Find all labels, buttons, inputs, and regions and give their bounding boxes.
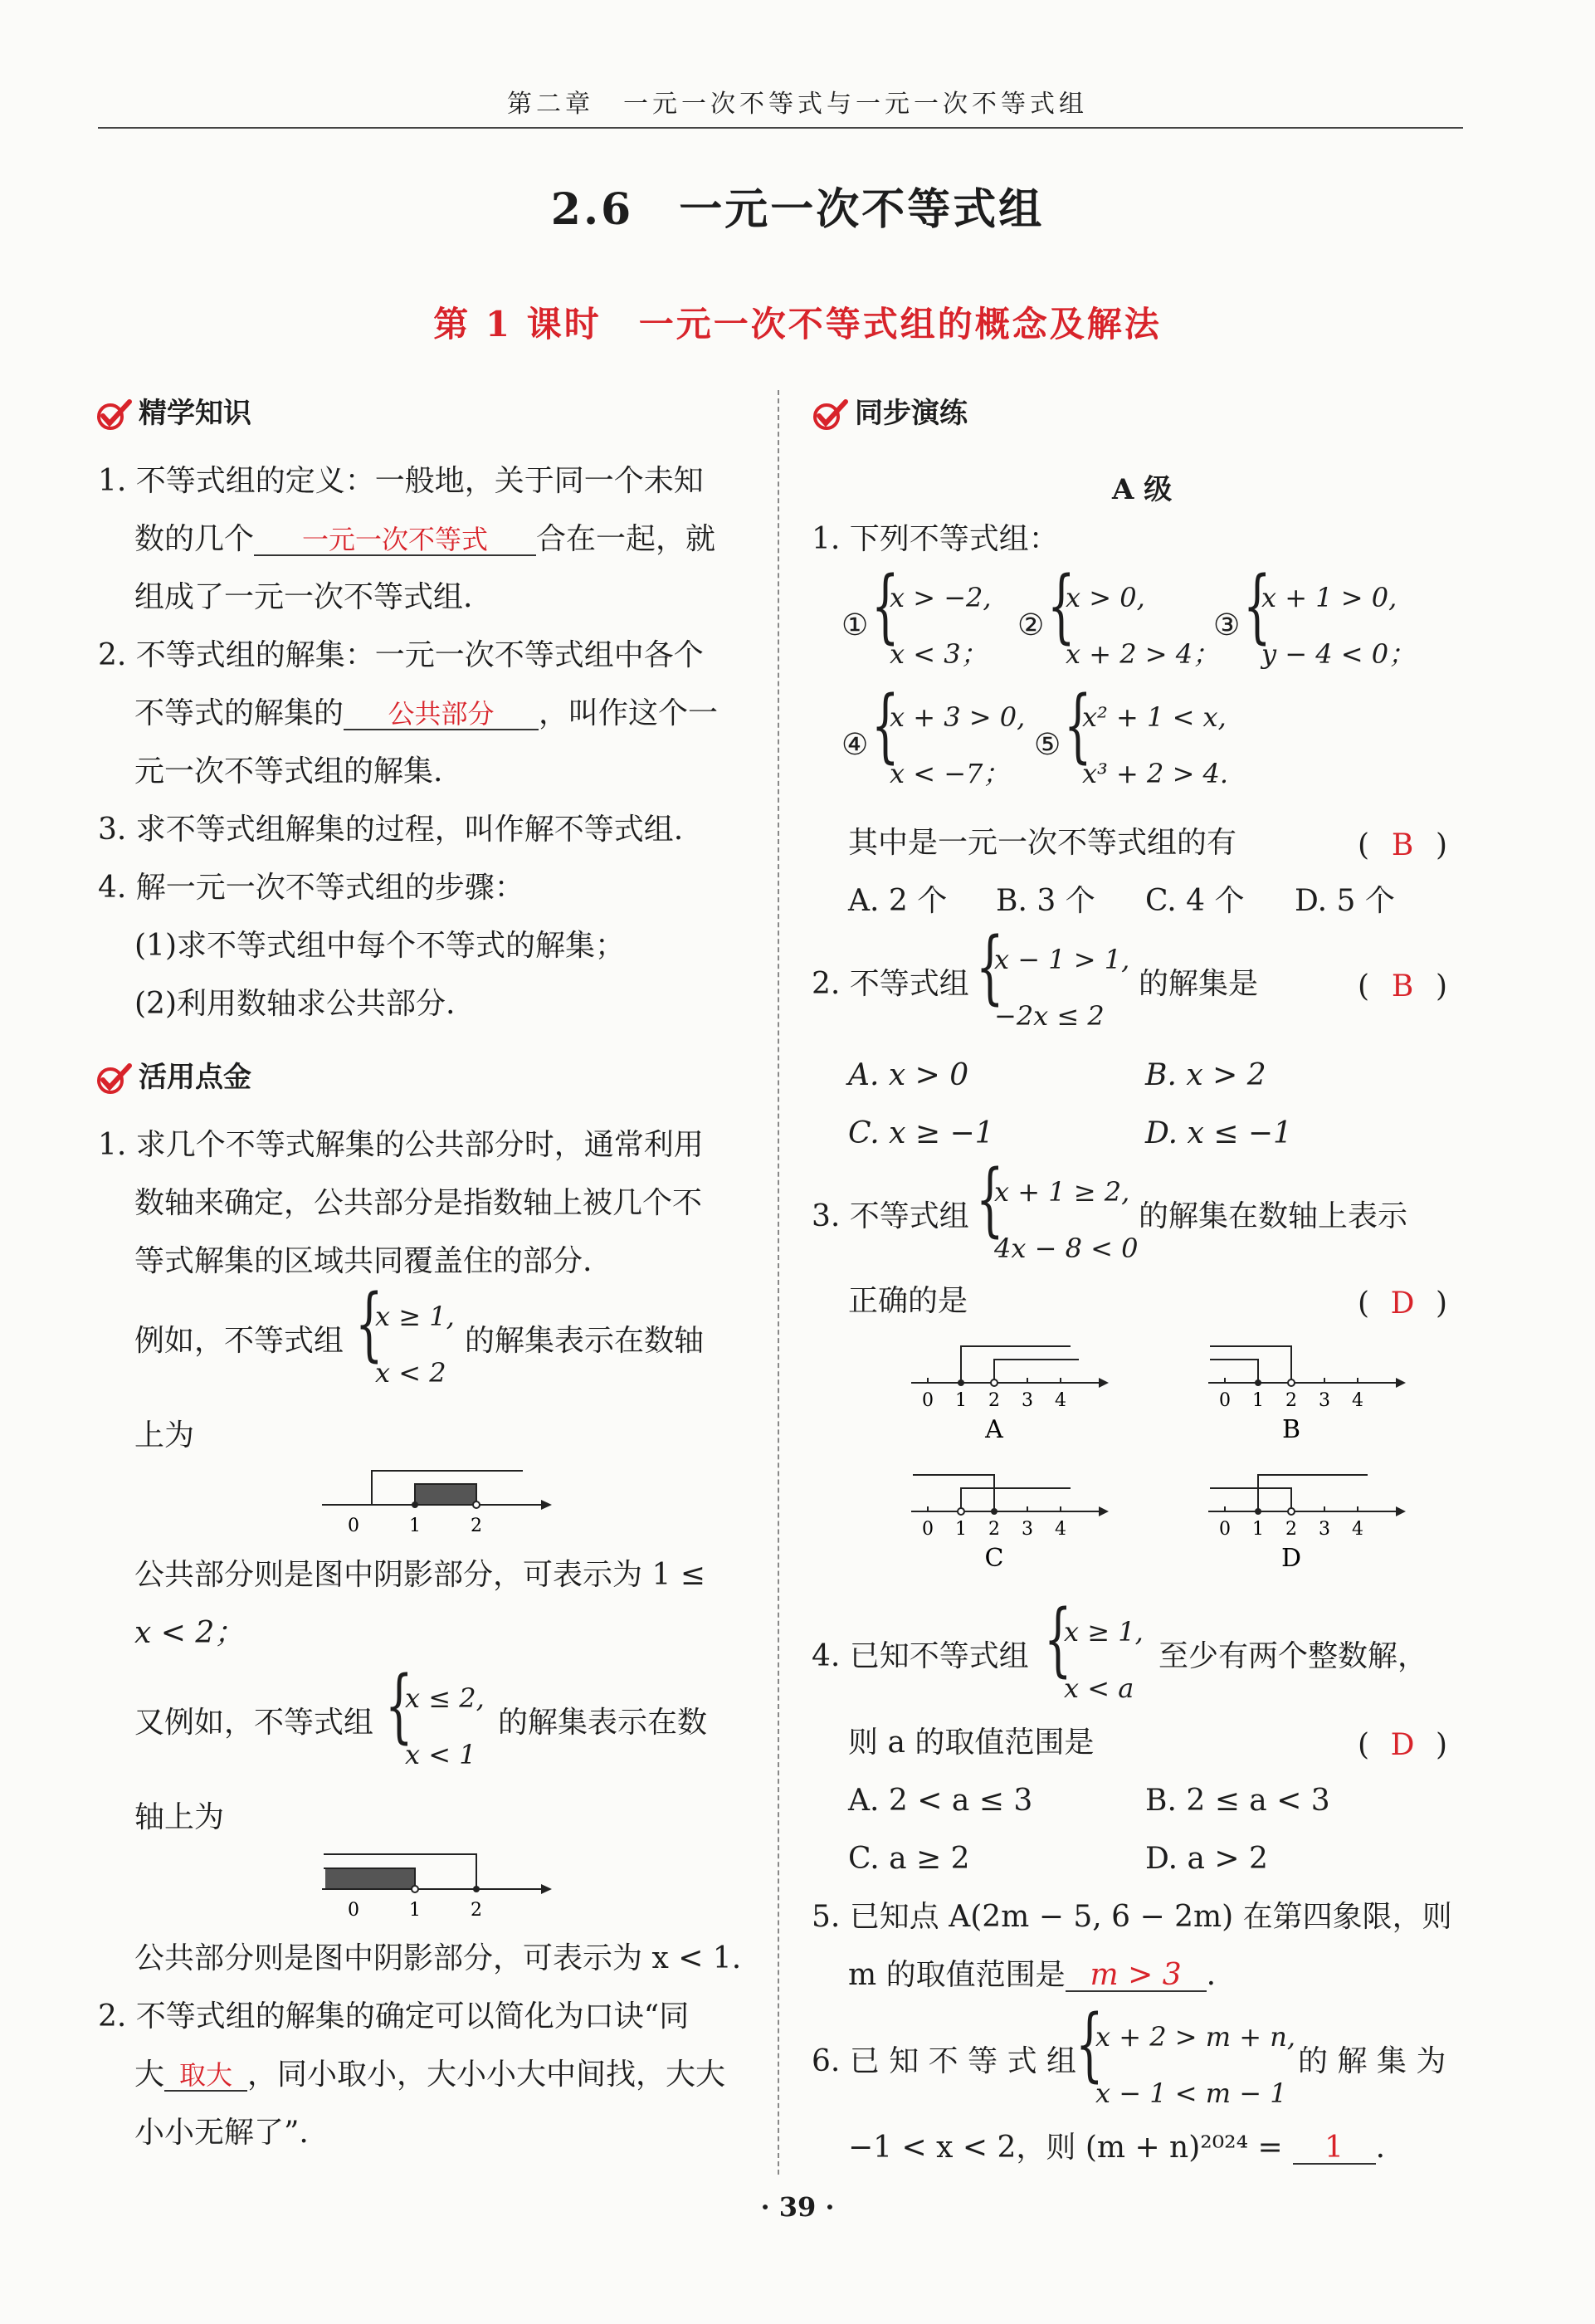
page-number: · 39 · <box>760 2191 835 2223</box>
tick-label: 4 <box>1352 1390 1363 1411</box>
knowledge-3: 3. 求不等式组解集的过程，叫作解不等式组. <box>98 813 684 847</box>
system-bottom: y − 4 < 0； <box>1261 638 1416 670</box>
option-a: A. 2 个 <box>848 884 948 918</box>
q3-suffix: 的解集在数轴上表示 <box>1139 1199 1408 1233</box>
system-bottom: x³ + 2 > 4. <box>1082 758 1229 789</box>
running-header: 第二章 一元一次不等式与一元一次不等式组 <box>507 90 1088 119</box>
brace: { <box>976 920 1004 1013</box>
ray <box>1210 1360 1258 1383</box>
system-top: x − 1 > 1, <box>994 944 1130 975</box>
ray <box>913 1475 994 1511</box>
tip-1-line2: 数轴来确定，公共部分是指数轴上被几个不 <box>134 1186 703 1220</box>
figure-letter: B <box>1281 1415 1301 1444</box>
tick-label: 4 <box>1352 1519 1363 1540</box>
tick-label: 0 <box>922 1519 934 1540</box>
ray <box>1210 1488 1291 1511</box>
knowledge-2-line2 <box>134 696 719 730</box>
tick-label: 0 <box>1219 1390 1231 1411</box>
open-point <box>1288 1379 1295 1386</box>
system-top: x + 1 ≥ 2, <box>994 1176 1130 1208</box>
system-top: x + 2 > m + n, <box>1095 2021 1295 2053</box>
tip-1-line1: 1. 求几个不等式解集的公共部分时，通常利用 <box>98 1128 704 1162</box>
answer-parens: ( D ) <box>1358 1286 1448 1321</box>
ray <box>1210 1346 1291 1383</box>
answer-parens: ( B ) <box>1358 969 1448 1003</box>
option-a: A. x > 0 <box>848 1058 969 1092</box>
text: m 的取值范围是 <box>848 1958 1066 1992</box>
ray <box>994 1360 1079 1383</box>
option-c: C. x ≥ −1 <box>848 1116 994 1150</box>
answer-blank: 1 <box>1293 2133 1376 2165</box>
tick-label: 0 <box>348 1516 359 1536</box>
tick-label: 2 <box>1285 1390 1297 1411</box>
solid-point <box>1255 1508 1261 1515</box>
q2-suffix: 的解集是 <box>1139 967 1259 1001</box>
text: −1 < x < 2，则 (m + n)²⁰²⁴ = <box>848 2131 1283 2165</box>
open-point <box>473 1501 480 1508</box>
text: ，叫作这个一 <box>539 696 719 730</box>
check-circle-icon <box>95 398 132 432</box>
option-b: B. x > 2 <box>1145 1058 1266 1092</box>
brace: { <box>871 559 900 652</box>
brace: { <box>1076 1998 1104 2091</box>
option-d: D. 5 个 <box>1295 884 1395 918</box>
option-c: C. 4 个 <box>1145 884 1245 918</box>
knowledge-2-line1: 2. 不等式组的解集：一元一次不等式组中各个 <box>98 638 704 672</box>
q6-suffix: 的 解 集 为 <box>1298 2044 1446 2078</box>
system-bottom: x < −7； <box>890 758 1010 789</box>
figure-letter: A <box>985 1415 1003 1444</box>
figure-letter: D <box>1280 1544 1302 1573</box>
text: 合在一起，就 <box>536 522 716 556</box>
axis-arrow <box>1396 1378 1406 1388</box>
tick-label: 1 <box>955 1519 967 1540</box>
shaded-region <box>325 1868 415 1889</box>
q1-tag-1: ① <box>841 608 869 642</box>
q3-figure-b <box>1202 1336 1417 1444</box>
text: 数的几个 <box>134 522 255 556</box>
section-heading-label: 精学知识 <box>139 397 251 430</box>
answer-parens: ( D ) <box>1358 1728 1448 1762</box>
tip-1-line3: 等式解集的区域共同覆盖住的部分. <box>134 1244 593 1278</box>
check-circle-icon <box>812 398 848 432</box>
answer-parens: ( B ) <box>1358 828 1448 862</box>
answer-blank: 公共部分 <box>344 699 539 730</box>
ray <box>961 1488 1071 1511</box>
tick-label: 3 <box>1022 1519 1033 1540</box>
tick-label: 4 <box>1055 1390 1066 1411</box>
tick-label: 3 <box>1022 1390 1033 1411</box>
answer-choice: B <box>1391 969 1414 1003</box>
knowledge-1-line2 <box>134 522 716 556</box>
section-heading-knowledge <box>95 390 251 432</box>
q3-prefix: 3. 不等式组 <box>812 1199 969 1233</box>
solid-point <box>958 1379 964 1386</box>
example-2-tail: 轴上为 <box>134 1800 225 1834</box>
system-bottom: −2x ≤ 2 <box>994 1000 1105 1032</box>
system-bottom: x < a <box>1064 1672 1134 1704</box>
axis-arrow <box>541 1884 552 1894</box>
tick-label: 2 <box>1285 1519 1297 1540</box>
q1-stem: 1. 下列不等式组： <box>812 522 1059 556</box>
header-rule <box>98 127 1463 129</box>
number-line-example-2 <box>315 1841 564 1924</box>
axis-arrow <box>1099 1378 1109 1388</box>
ray <box>961 1346 1071 1383</box>
q1-tag-4: ④ <box>841 728 869 762</box>
figure-letter: C <box>984 1544 1004 1573</box>
system-bottom: x + 2 > 4； <box>1066 638 1220 670</box>
open-point <box>1288 1508 1295 1515</box>
tick-label: 1 <box>409 1900 421 1921</box>
system-top: x ≥ 1, <box>375 1301 455 1332</box>
option-c: C. a ≥ 2 <box>848 1842 970 1876</box>
q3-figure-d <box>1202 1465 1417 1573</box>
system-top: x + 1 > 0, <box>1261 582 1397 613</box>
system-bottom: 4x − 8 < 0 <box>994 1233 1139 1264</box>
tick-label: 1 <box>1252 1519 1264 1540</box>
option-a: A. 2 < a ≤ 3 <box>848 1784 1033 1818</box>
system-top: x ≤ 2, <box>405 1682 485 1714</box>
q4-suffix: 至少有两个整数解， <box>1158 1639 1428 1673</box>
q1-ask: 其中是一元一次不等式组的有 <box>848 826 1237 860</box>
system-top: x > −2, <box>890 582 992 613</box>
section-title: 2.6 一元一次不等式组 <box>550 184 1045 235</box>
q3-figure-c <box>905 1465 1120 1573</box>
answer-choice: D <box>1390 1286 1415 1321</box>
system-top: x² + 1 < x, <box>1082 701 1227 733</box>
check-circle-icon <box>95 1062 132 1096</box>
example-1-result-line2: x < 2； <box>134 1616 245 1650</box>
tick-label: 0 <box>348 1900 359 1921</box>
example-2-suffix: 的解集表示在数 <box>498 1706 708 1740</box>
option-b: B. 3 个 <box>996 884 1095 918</box>
tick-label: 0 <box>922 1390 934 1411</box>
q3-figure-a <box>905 1336 1120 1444</box>
tick-label: 2 <box>988 1519 1000 1540</box>
option-d: D. x ≤ −1 <box>1145 1116 1292 1150</box>
open-point <box>991 1379 997 1386</box>
brace: { <box>976 1153 1004 1246</box>
option-b: B. 2 ≤ a < 3 <box>1145 1784 1330 1818</box>
number-line-example-1 <box>315 1457 564 1540</box>
example-1-suffix: 的解集表示在数轴 <box>465 1324 705 1358</box>
knowledge-4: 4. 解一元一次不等式组的步骤： <box>98 871 524 905</box>
text: 不等式的解集的 <box>134 696 344 730</box>
q1-tag-3: ③ <box>1213 608 1241 642</box>
axis-arrow <box>541 1500 552 1510</box>
option-d: D. a > 2 <box>1145 1842 1268 1876</box>
system-top: x + 3 > 0, <box>890 701 1026 733</box>
answer-blank: 一元一次不等式 <box>254 525 536 556</box>
tick-label: 2 <box>471 1900 482 1921</box>
section-heading-tips <box>95 1054 251 1096</box>
brace: { <box>1064 679 1092 772</box>
knowledge-1-line1: 1. 不等式组的定义：一般地，关于同一个未知 <box>98 464 704 498</box>
tick-label: 1 <box>955 1390 967 1411</box>
tick-label: 0 <box>1219 1519 1231 1540</box>
tick-label: 3 <box>1319 1390 1330 1411</box>
answer-blank: m > 3 <box>1066 1960 1207 1992</box>
system-bottom: x < 1 <box>405 1739 476 1770</box>
brace: { <box>871 679 900 772</box>
section-heading-practice <box>812 390 968 432</box>
tick-label: 1 <box>1252 1390 1264 1411</box>
tick-label: 2 <box>988 1390 1000 1411</box>
q5-line2 <box>848 1960 1216 1992</box>
example-2-prefix: 又例如，不等式组 <box>134 1706 374 1740</box>
brace: { <box>385 1659 413 1752</box>
solid-point <box>1255 1379 1261 1386</box>
system-top: x > 0, <box>1066 582 1145 613</box>
solid-point <box>412 1501 418 1508</box>
text: 大 <box>134 2058 165 2092</box>
solid-point <box>473 1886 480 1892</box>
tick-label: 2 <box>471 1516 482 1536</box>
example-1-tail: 上为 <box>134 1418 195 1452</box>
q5-line1: 5. 已知点 A(2m − 5, 6 − 2m) 在第四象限，则 <box>812 1900 1452 1934</box>
tick-label: 1 <box>409 1516 421 1536</box>
example-1-result-line1: 公共部分则是图中阴影部分，可表示为 1 ≤ <box>134 1558 705 1592</box>
system-bottom: x < 2 <box>375 1357 446 1389</box>
answer-choice: D <box>1390 1728 1415 1762</box>
system-bottom: x − 1 < m − 1 <box>1095 2077 1287 2109</box>
tick-label: 4 <box>1055 1519 1066 1540</box>
column-divider <box>778 390 779 2175</box>
q1-tag-5: ⑤ <box>1034 728 1061 762</box>
text: . <box>1375 2131 1386 2165</box>
tip-2-line3: 小小无解了”. <box>134 2116 309 2150</box>
open-point <box>412 1886 418 1892</box>
tip-2-line1: 2. 不等式组的解集的确定可以简化为口诀“同 <box>98 1999 690 2034</box>
q6-line2 <box>848 2133 1385 2165</box>
brace: { <box>355 1277 383 1370</box>
tick-label: 3 <box>1319 1519 1330 1540</box>
q2-prefix: 2. 不等式组 <box>812 967 969 1001</box>
tip-2-line2 <box>134 2060 725 2092</box>
text: . <box>1206 1958 1217 1992</box>
answer-choice: B <box>1391 828 1414 862</box>
knowledge-1-line3: 组成了一元一次不等式组. <box>134 580 473 614</box>
text: ，同小取小，大小小大中间找，大大 <box>247 2058 726 2092</box>
knowledge-4-step1: (1)求不等式组中每个不等式的解集； <box>134 929 625 963</box>
knowledge-2-line3: 元一次不等式组的解集. <box>134 754 443 788</box>
open-point <box>958 1508 964 1515</box>
ray <box>1258 1475 1368 1511</box>
shaded-region <box>415 1483 476 1505</box>
example-1-prefix: 例如，不等式组 <box>134 1324 344 1358</box>
brace: { <box>1243 559 1271 652</box>
q4-ask: 则 a 的取值范围是 <box>848 1726 1095 1760</box>
lesson-subtitle: 第 1 课时 一元一次不等式组的概念及解法 <box>433 304 1162 344</box>
example-2-result: 公共部分则是图中阴影部分，可表示为 x < 1. <box>134 1941 742 1975</box>
axis-arrow <box>1099 1506 1109 1516</box>
section-heading-label: 同步演练 <box>855 397 968 430</box>
brace: { <box>1047 559 1076 652</box>
brace: { <box>1044 1593 1072 1686</box>
answer-blank: 取大 <box>164 2060 247 2092</box>
axis-arrow <box>1396 1506 1406 1516</box>
section-heading-label: 活用点金 <box>139 1061 251 1094</box>
q4-prefix: 4. 已知不等式组 <box>812 1639 1029 1673</box>
knowledge-4-step2: (2)利用数轴求公共部分. <box>134 987 456 1021</box>
system-bottom: x < 3； <box>890 638 988 670</box>
level-label: A 级 <box>1112 473 1173 506</box>
system-top: x ≥ 1, <box>1064 1616 1144 1648</box>
q3-ask: 正确的是 <box>848 1284 968 1318</box>
q1-tag-2: ② <box>1017 608 1045 642</box>
solid-point <box>991 1508 997 1515</box>
q6-prefix: 6. 已 知 不 等 式 组 <box>812 2044 1077 2078</box>
